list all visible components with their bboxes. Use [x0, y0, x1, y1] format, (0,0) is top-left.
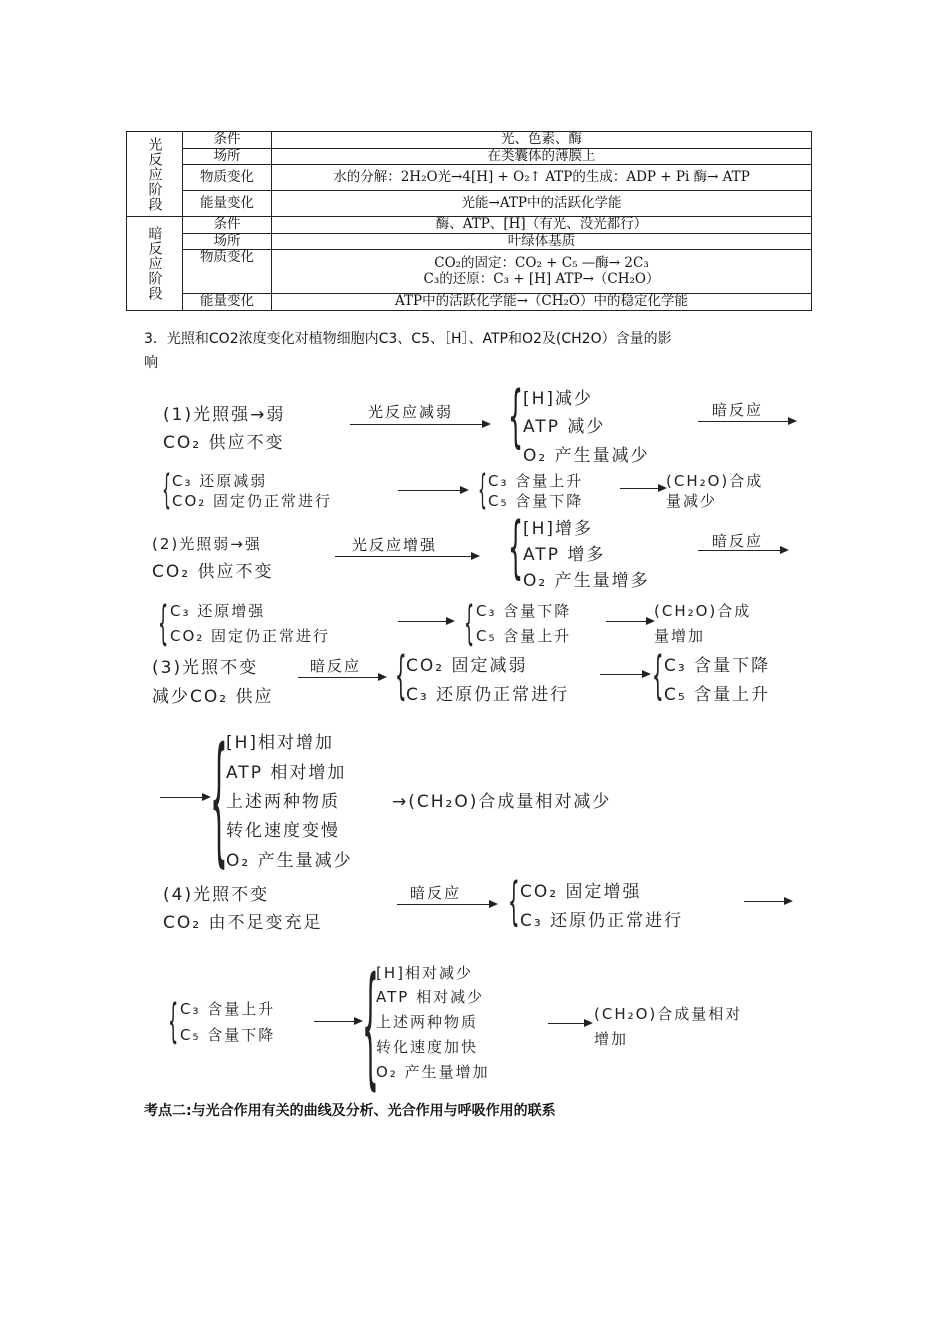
section-title-line1: 3．光照和CO2浓度变化对植物细胞内C3、C5、［H］、ATP和O2及(CH2O）含量的影	[144, 331, 672, 347]
case4-list-item: [H]相对减少	[376, 964, 473, 982]
case3-res1: CO₂ 固定减弱	[406, 656, 528, 676]
c3-reduction-line: C₃的还原：C₃ + [H] ATP→（CH₂O）	[423, 270, 660, 287]
arrow-head	[460, 486, 469, 494]
row-value: ATP中的活跃化学能→（CH₂O）中的稳定化学能	[272, 294, 812, 311]
case4-cond1: (4)光照不变	[163, 885, 270, 905]
case1-d2: 量减少	[666, 492, 718, 510]
row-label: 物质变化	[183, 250, 272, 294]
case2-arrow1-label: 光反应增强	[352, 536, 438, 554]
case2-b2: CO₂ 固定仍正常进行	[170, 627, 331, 645]
brace: {	[362, 949, 379, 1103]
table-row	[127, 217, 812, 234]
row-value: 水的分解：2H₂O光→4[H] + O₂↑ ATP的生成：ADP + Pi 酶→ ATP	[272, 165, 812, 191]
arrow	[548, 1023, 584, 1024]
brace: {	[395, 646, 407, 706]
case1-cond1: (1)光照强→弱	[163, 405, 286, 425]
arrow-head	[378, 673, 387, 681]
row-label: 能量变化	[183, 294, 272, 311]
row-value: 光、色素、酶	[272, 132, 812, 149]
brace: {	[158, 596, 169, 650]
brace: {	[162, 467, 171, 513]
case1-arrow1-label: 光反应减弱	[368, 403, 454, 421]
case3-res2: C₃ 还原仍正常进行	[406, 685, 570, 705]
row-label: 场所	[183, 148, 272, 165]
case4-list-item: 转化速度加快	[376, 1038, 479, 1056]
table-row	[127, 132, 812, 149]
arrow	[600, 674, 642, 675]
case1-b2: CO₂ 固定仍正常进行	[172, 492, 333, 510]
case2-d2: 量增加	[654, 627, 706, 645]
case1-c1: C₃ 含量上升	[488, 472, 584, 490]
case2-arrow2-label: 暗反应	[712, 532, 764, 550]
arrow	[160, 797, 202, 798]
row-label: 物质变化	[183, 165, 272, 191]
arrow-head	[446, 617, 455, 625]
dark-stage-cell: 暗反应阶段	[127, 217, 183, 311]
case3-list-item: ATP 相对增加	[226, 763, 347, 783]
case3-list-item: [H]相对增加	[226, 733, 335, 753]
case4-d1: (CH₂O)合成量相对	[594, 1005, 743, 1023]
brace: {	[508, 377, 524, 456]
arrow	[698, 550, 780, 551]
case4-list-item: 上述两种物质	[376, 1013, 479, 1031]
arrow	[298, 677, 378, 678]
row-value: 在类囊体的薄膜上	[272, 148, 812, 165]
section-heading: 考点二:与光合作用有关的曲线及分析、光合作用与呼吸作用的联系	[144, 1103, 556, 1119]
photosynthesis-table	[126, 131, 812, 311]
case2-res3: O₂ 产生量增多	[523, 571, 650, 591]
table-row	[127, 148, 812, 165]
brace: {	[508, 508, 524, 587]
arrow	[350, 424, 482, 425]
case1-c2: C₅ 含量下降	[488, 492, 584, 510]
arrow	[397, 904, 489, 905]
case2-res1: [H]增多	[523, 519, 594, 539]
case4-c1: C₃ 含量上升	[180, 1000, 276, 1018]
case2-res2: ATP 增多	[523, 545, 606, 565]
case2-cond1: (2)光照弱→强	[152, 535, 262, 553]
arrow-head	[780, 546, 789, 554]
arrow-head	[489, 900, 498, 908]
table-row	[127, 233, 812, 250]
case2-b1: C₃ 还原增强	[170, 602, 266, 620]
case3-result: →(CH₂O)合成量相对减少	[392, 792, 612, 812]
arrow-head	[471, 552, 480, 560]
case2-c1: C₃ 含量下降	[476, 602, 572, 620]
case2-d1: (CH₂O)合成	[654, 602, 752, 620]
arrow	[620, 488, 658, 489]
arrow-head	[482, 420, 491, 428]
row-label: 能量变化	[183, 191, 272, 217]
table-row	[127, 294, 812, 311]
table-row	[127, 165, 812, 191]
arrow	[335, 556, 471, 557]
row-label: 条件	[183, 132, 272, 149]
arrow	[398, 490, 460, 491]
arrow-head	[642, 670, 651, 678]
case1-cond2: CO₂ 供应不变	[163, 433, 285, 453]
table-row	[127, 250, 812, 294]
table-row	[127, 191, 812, 217]
case1-d1: (CH₂O)合成	[666, 472, 764, 490]
case1-res3: O₂ 产生量减少	[523, 446, 650, 466]
case1-res2: ATP 减少	[523, 417, 606, 437]
arrow-head	[584, 1019, 593, 1027]
case3-list-item: 转化速度变慢	[226, 821, 340, 841]
brace: {	[168, 994, 179, 1048]
light-stage-cell: 光反应阶段	[127, 132, 183, 217]
section-title-line2: 响	[144, 355, 158, 371]
arrow	[698, 421, 788, 422]
brace: {	[508, 872, 520, 932]
arrow	[398, 621, 446, 622]
case3-c1: C₃ 含量下降	[664, 656, 771, 676]
arrow	[314, 1021, 354, 1022]
row-value	[272, 250, 812, 294]
brace: {	[478, 467, 487, 513]
case3-c2: C₅ 含量上升	[664, 685, 771, 705]
case1-b1: C₃ 还原减弱	[172, 472, 268, 490]
co2-fixation-line: CO₂的固定：CO₂ + C₅ —酶→ 2C₃	[434, 255, 649, 272]
arrow-head	[784, 897, 793, 905]
case3-cond1: (3)光照不变	[152, 658, 259, 678]
case4-list-item: ATP 相对减少	[376, 988, 485, 1006]
case3-list-item: 上述两种物质	[226, 792, 340, 812]
row-value: 光能→ATP中的活跃化学能	[272, 191, 812, 217]
case2-cond2: CO₂ 供应不变	[152, 562, 274, 582]
case4-list-item: O₂ 产生量增加	[376, 1063, 490, 1081]
case3-arrow1-label: 暗反应	[310, 657, 362, 675]
case4-res1: CO₂ 固定增强	[520, 882, 642, 902]
brace: {	[464, 596, 475, 650]
brace: {	[210, 718, 228, 881]
row-value: 酶、ATP、[H]（有光、没光都行）	[272, 217, 812, 234]
row-label: 场所	[183, 233, 272, 250]
arrow	[606, 621, 646, 622]
case1-res1: [H]减少	[523, 389, 594, 409]
case4-res2: C₃ 还原仍正常进行	[520, 911, 684, 931]
case4-d2: 增加	[594, 1030, 629, 1048]
case2-c2: C₅ 含量上升	[476, 627, 572, 645]
case4-c2: C₅ 含量下降	[180, 1026, 276, 1044]
case3-list-item: O₂ 产生量减少	[226, 851, 353, 871]
row-value: 叶绿体基质	[272, 233, 812, 250]
case1-arrow2-label: 暗反应	[712, 401, 764, 419]
brace: {	[652, 646, 664, 706]
arrow-head	[788, 417, 797, 425]
case4-cond2: CO₂ 由不足变充足	[163, 913, 323, 933]
row-label: 条件	[183, 217, 272, 234]
arrow	[744, 901, 784, 902]
case3-cond2: 减少CO₂ 供应	[152, 687, 274, 707]
case4-arrow1-label: 暗反应	[410, 884, 462, 902]
